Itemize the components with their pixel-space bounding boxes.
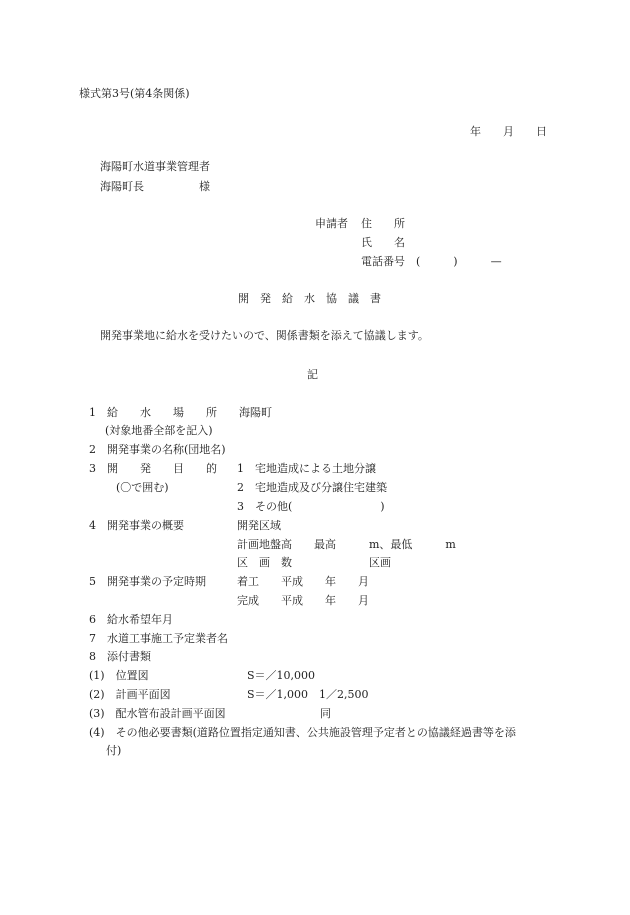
document-title: 開 発 給 水 協 議 書 xyxy=(238,292,381,305)
attachment-2-label: (2) 計画平面図 xyxy=(89,688,171,701)
item-5-start: 着工 平成 年 月 xyxy=(237,575,369,588)
item-4-lot-count: 区 画 数 区画 xyxy=(237,556,391,569)
item-4-area: 開発区域 xyxy=(237,519,281,532)
form-number: 様式第3号(第4条関係) xyxy=(79,87,190,100)
item-3-label: 3 開 発 目 的 xyxy=(89,462,217,475)
item-4-label: 4 開発事業の概要 xyxy=(89,519,184,532)
address-label: 住 所 xyxy=(361,217,405,230)
phone-label: 電話番号 ( ) — xyxy=(361,255,502,268)
attachment-2-scale: S＝／1,000 1／2,500 xyxy=(247,688,369,701)
addressee-line-2: 海陽町長 様 xyxy=(100,180,210,193)
item-1: 1 給 水 場 所 海陽町 xyxy=(89,406,272,419)
ki-heading: 記 xyxy=(307,368,318,381)
item-3-option-2: 2 宅地造成及び分譲住宅建築 xyxy=(237,481,387,494)
attachment-3-scale: 同 xyxy=(320,707,331,720)
item-6: 6 給水希望年月 xyxy=(89,613,173,626)
attachment-1-scale: S＝／10,000 xyxy=(247,669,316,682)
date-line: 年 月 日 xyxy=(470,125,547,138)
item-1-note: (対象地番全部を記入) xyxy=(105,424,213,437)
item-3-note: (〇で囲む) xyxy=(116,481,169,494)
item-3-option-1: 1 宅地造成による土地分譲 xyxy=(237,462,376,475)
attachment-3-label: (3) 配水管布設計画平面図 xyxy=(89,707,226,720)
attachment-1-label: (1) 位置図 xyxy=(89,669,149,682)
attachment-4-line-1: (4) その他必要書類(道路位置指定通知書、公共施設管理予定者との協議経過書等を添 xyxy=(89,726,516,739)
item-4-ground-height: 計画地盤高 最高 m、最低 m xyxy=(237,538,456,551)
applicant-label: 申請者 xyxy=(315,217,348,230)
attachment-4-line-2: 付) xyxy=(106,744,122,757)
intro-text: 開発事業地に給水を受けたいので、関係書類を添えて協議します。 xyxy=(100,329,429,342)
item-2: 2 開発事業の名称(団地名) xyxy=(89,443,226,456)
name-label: 氏 名 xyxy=(361,236,405,249)
item-8: 8 添付書類 xyxy=(89,650,151,663)
item-5-completion: 完成 平成 年 月 xyxy=(237,594,369,607)
item-5-label: 5 開発事業の予定時期 xyxy=(89,575,206,588)
item-7: 7 水道工事施工予定業者名 xyxy=(89,632,228,645)
addressee-line-1: 海陽町水道事業管理者 xyxy=(100,160,210,173)
item-3-option-3: 3 その他( ) xyxy=(237,500,385,513)
